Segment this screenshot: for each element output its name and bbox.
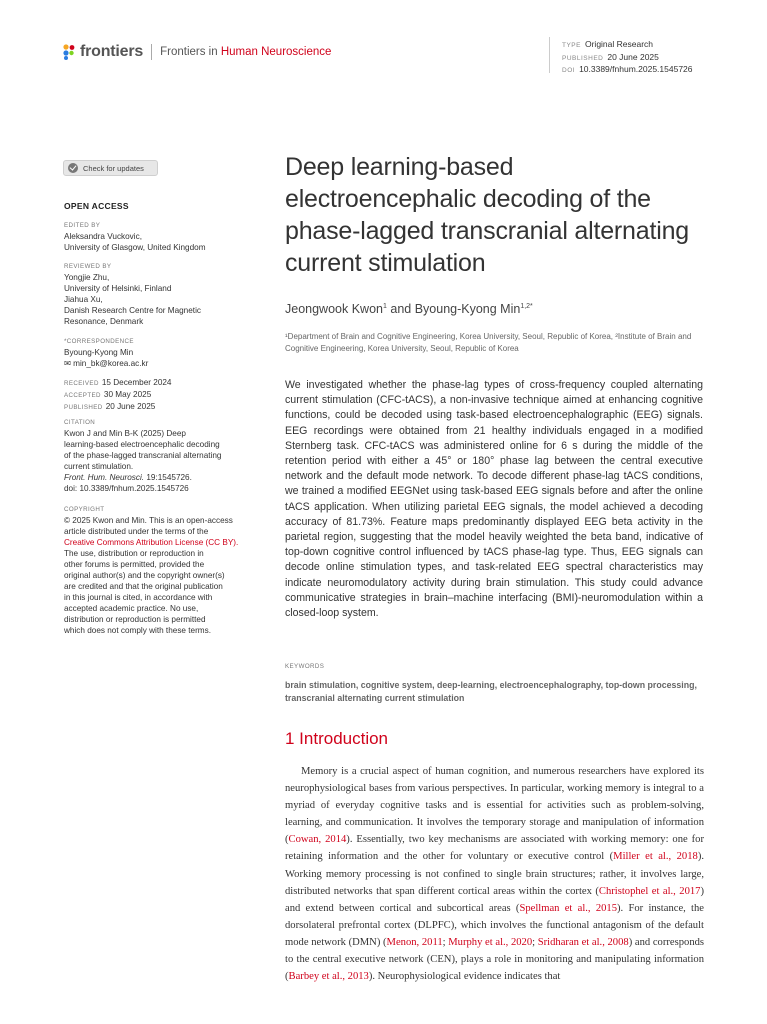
citation-link[interactable]: Menon, 2011 <box>386 936 443 948</box>
mail-icon: ✉ <box>64 359 74 368</box>
citation-link[interactable]: Christophel et al., 2017 <box>598 885 701 897</box>
keywords: brain stimulation, cognitive system, deep-learning, electroencephalography, top-down processing, transcranial alternating current stimulation <box>285 680 697 703</box>
accepted-label: ACCEPTED <box>64 392 101 399</box>
editor-line: University of Glasgow, United Kingdom <box>64 243 206 252</box>
doi-value[interactable]: 10.3389/fnhum.2025.1545726 <box>579 64 693 74</box>
copyright-block <box>64 505 249 636</box>
brand-divider <box>151 44 152 60</box>
citation-doi: doi: 10.3389/fnhum.2025.1545726 <box>64 484 189 493</box>
type-value: Original Research <box>584 39 654 49</box>
open-access <box>64 201 249 212</box>
intro-text: ; <box>442 936 449 948</box>
copyright-line: © 2025 Kwon and Min. This is an open-access <box>64 516 233 525</box>
published-value: 20 June 2025 <box>607 51 659 62</box>
citation-link[interactable]: Cowan, 2014 <box>288 834 347 846</box>
author-conjunction: and <box>386 302 415 316</box>
correspondence-name: Byoung-Kyong Min <box>64 348 134 357</box>
citation-line: of the phase-lagged transcranial alternating <box>64 451 222 460</box>
intro-text: ). Essentially, two key mechanisms are associated with working memory: one for retaining information and the other for voluntary or executive control ( <box>285 834 704 863</box>
copyright-line: article distributed under the terms of the <box>64 527 209 536</box>
frontiers-logo-icon <box>62 44 76 60</box>
author-list <box>285 302 533 316</box>
section-heading: 1 Introduction <box>285 729 389 748</box>
correspondence-email[interactable]: min_bk@korea.ac.kr <box>73 359 149 368</box>
article-title: Deep learning-based electroencephalic decoding of the phase-lagged transcranial alternating current stimulation <box>285 153 689 277</box>
reviewed-by-label: REVIEWED BY <box>64 263 112 270</box>
published-label: PUBLISHED <box>562 54 604 62</box>
citation-line: learning-based electroencephalic decoding <box>64 440 220 449</box>
citation-link[interactable]: Sridharan et al., 2008 <box>537 936 629 948</box>
author-sup: 1,2* <box>520 302 533 310</box>
reviewer-line: Yongjie Zhu, <box>64 273 110 282</box>
citation-journal: Front. Hum. Neurosci. <box>64 473 145 482</box>
intro-text: ) and extend between cortical and subcortical areas ( <box>285 885 704 914</box>
article-meta <box>562 39 693 77</box>
citation-label: CITATION <box>64 419 96 426</box>
citation-line: current stimulation. <box>64 462 134 471</box>
journal-name[interactable] <box>160 46 331 58</box>
intro-text: ) and corresponds to the central executive network (CEN), plays a role in monitoring and manipulating information ( <box>285 936 705 983</box>
citation-link[interactable]: Murphy et al., 2020 <box>448 936 533 948</box>
reviewer-line: Danish Research Centre for Magnetic <box>64 306 201 315</box>
correspondence-block <box>64 337 249 369</box>
journal-title: Human Neuroscience <box>220 46 332 58</box>
citation-link[interactable]: Miller et al., 2018 <box>613 851 698 863</box>
received-date: 15 December 2024 <box>101 378 172 387</box>
doi-label: DOI <box>562 67 576 74</box>
check-icon <box>68 163 78 173</box>
correspondence-label: *CORRESPONDENCE <box>64 338 134 345</box>
affiliations: ¹Department of Brain and Cognitive Engineering, Korea University, Seoul, Republic of Korea, ²Institute of Brain and Cognitive Engineering, Korea University, Seoul, Republic of Korea <box>285 332 692 353</box>
published-label: PUBLISHED <box>64 404 103 411</box>
editor-line: Aleksandra Vuckovic, <box>64 232 142 241</box>
intro-paragraph <box>285 763 704 985</box>
edited-by-label: EDITED BY <box>64 222 101 229</box>
received-label: RECEIVED <box>64 380 99 387</box>
journal-brand <box>62 43 331 61</box>
intro-text: Memory is a crucial aspect of human cognition, and numerous researchers have explored its neurophysiological bases from various perspectives. In particular, working memory is integral to a myriad of everyday cognitive tasks and is essential for activities such as problem-solving, learning, and communication. It involves the temporary storage and manipulation of information ( <box>285 766 704 846</box>
abstract: We investigated whether the phase-lag types of cross-frequency coupled alternating current stimulation (CFC-tACS), a non-invasive technique aimed at enhancing cognitive functions, could be decoded using task-based electroencephalographic (EEG) signals. EEG recordings were obtained from 21 healthy individuals engaged in a modified Sternberg task. CFC-tACS was administered online for 6 s during the middle of the retention period with either a 45° or 180° phase lag between the central executive network and the default mode network. To decode different phase-lag tACS conditions, we trained a modified EEGNet using task-based EEG signals before and after the online tACS application. When utilizing parietal EEG signals, the model achieved a decoding accuracy of 81.73%. Feature maps predominantly displayed EEG beta activity in the parietal region, suggesting that the model heavily weighted the beta band, indicative of top-down cognitive control influenced by tACS phase-lag type. Thus, EEG signals can decode online stimulation types, and task-related EEG spectral characteristics may indicate neuromodulatory activity during brain stimulation. This study could advance communicative strategies in brain–machine interfacing (BMI)-neuromodulation within a closed-loop system. <box>285 379 703 620</box>
journal-prefix: Frontiers in <box>160 46 218 58</box>
reviewed-by-block <box>64 262 249 327</box>
copyright-line: in this journal is cited, in accordance with <box>64 593 213 602</box>
intro-text: ). Neurophysiological evidence indicates that <box>368 971 561 983</box>
citation-link[interactable]: Spellman et al., 2015 <box>519 902 618 914</box>
citation-line: Kwon J and Min B-K (2025) Deep <box>64 429 186 438</box>
reviewer-line: University of Helsinki, Finland <box>64 284 172 293</box>
author-name[interactable]: Jeongwook Kwon <box>285 302 383 316</box>
edited-by-block <box>64 221 249 253</box>
reviewer-line: Jiahua Xu, <box>64 295 103 304</box>
copyright-line: distribution or reproduction is permitted <box>64 615 206 624</box>
license-link[interactable]: Creative Commons Attribution License (CC BY). <box>64 538 239 547</box>
copyright-line: original author(s) and the copyright owner(s) <box>64 571 225 580</box>
intro-text: ). Working memory processing is not confined to single brain structures; rather, it involves large, distributed networks that span different cortical areas within the cortex ( <box>285 851 704 897</box>
citation-volume: 19:1545726. <box>144 473 192 482</box>
brand-name[interactable]: frontiers <box>80 43 144 60</box>
copyright-label: COPYRIGHT <box>64 506 105 513</box>
citation-block <box>64 418 249 494</box>
check-updates-button[interactable] <box>63 160 158 176</box>
copyright-line: which does not comply with these terms. <box>64 626 211 635</box>
copyright-line: accepted academic practice. No use, <box>64 604 199 613</box>
copyright-line: The use, distribution or reproduction in <box>64 549 204 558</box>
intro-text: ). For instance, the dorsolateral prefrontal cortex (DLPFC), which involves the functional antagonism of the default mode network (DMN) ( <box>285 902 704 948</box>
correspondence-email-row <box>64 358 249 369</box>
check-updates-label: Check for updates <box>83 163 144 173</box>
dates-block <box>64 377 249 413</box>
author-sup: 1 <box>382 302 387 310</box>
reviewer-line: Resonance, Denmark <box>64 317 144 326</box>
keywords-label: KEYWORDS <box>285 663 325 670</box>
meta-divider <box>549 37 550 73</box>
accepted-date: 30 May 2025 <box>103 390 152 399</box>
copyright-line: other forums is permitted, provided the <box>64 560 205 569</box>
published-date: 20 June 2025 <box>105 402 156 411</box>
type-label: TYPE <box>562 42 581 49</box>
citation-link[interactable]: Barbey et al., 2013 <box>288 971 369 983</box>
copyright-line: are credited and that the original publication <box>64 582 223 591</box>
open-access-label: OPEN ACCESS <box>64 201 129 211</box>
author-name[interactable]: Byoung-Kyong Min <box>414 302 521 316</box>
intro-text: ; <box>532 936 538 948</box>
